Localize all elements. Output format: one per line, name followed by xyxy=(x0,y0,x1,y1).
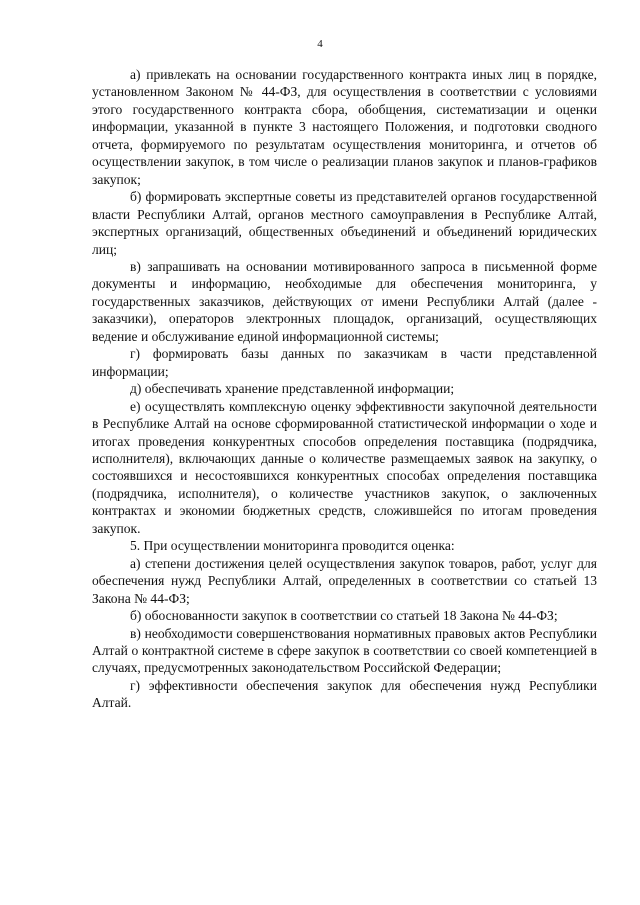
paragraph-v-request-documents: в) запрашивать на основании мотивированного запроса в письменной форме документы и информацию, необходимые для обеспечения мониторинга, у государственных заказчиков, действующих от имени Республики Алтай (далее - заказчики), операторов электронных площадок, организаций, осуществляющих ведение и обслуживание единой информационной системы; xyxy=(92,258,597,344)
page-number: 4 xyxy=(317,38,323,50)
paragraph-5b-justification: б) обоснованности закупок в соответствии со статьей 18 Закона № 44-ФЗ; xyxy=(130,608,558,624)
document-body xyxy=(92,66,597,712)
paragraph-5a-goals-achievement: а) степени достижения целей осуществления закупок товаров, работ, услуг для обеспечения нужд Республики Алтай, определенных в соответствии со статьей 13 Закона № 44-ФЗ; xyxy=(92,555,597,606)
paragraph-g-form-databases: г) формировать базы данных по заказчикам в части представленной информации; xyxy=(92,346,597,379)
paragraph-b-expert-councils: б) формировать экспертные советы из представителей органов государственной власти Республики Алтай, органов местного самоуправления в Республике Алтай, экспертных организаций, общественных объединений и объединений юридических лиц; xyxy=(92,189,597,257)
paragraph-5g-efficiency: г) эффективности обеспечения закупок для обеспечения нужд Республики Алтай. xyxy=(92,677,597,711)
paragraph-a-attract-persons: а) привлекать на основании государственного контракта иных лиц в порядке, установленном Законом № 44-ФЗ, для осуществления в соответствии с условиями этого государственного контракта сбора, обобщения, систематизации и оценки информации, указанной в пункте 3 настоящего Положения, и подготовки сводного отчета, формируемого по результатам осуществления мониторинга, и отчетов об осуществлении закупок, в том числе о реализации планов закупок и планов-графиков закупок; xyxy=(92,67,597,187)
paragraph-d-store-information: д) обеспечивать хранение представленной информации; xyxy=(130,381,455,397)
paragraph-5v-improvement-acts: в) необходимости совершенствования нормативных правовых актов Республики Алтай о контрактной системе в сфере закупок в соответствии со своей компетенцией в случаях, предусмотренных законодательством Российской Федерации; xyxy=(92,625,597,676)
section-5-heading: 5. При осуществлении мониторинга проводится оценка: xyxy=(130,538,455,554)
paragraph-e-comprehensive-assessment: е) осуществлять комплексную оценку эффективности закупочной деятельности в Республике Алтай на основе сформированной статистической информации о ходе и итогах проведения конкурентных способов определения поставщика (подрядчика, исполнителя), включающих данные о количестве размещаемых заявок на закупку, о состоявшихся и несостоявшихся конкурентных способах определения поставщика (подрядчика, исполнителя), о количестве участников закупок, о заключенных контрактах и экономии бюджетных средств, сложившейся по итогам проведения закупок. xyxy=(92,398,597,536)
